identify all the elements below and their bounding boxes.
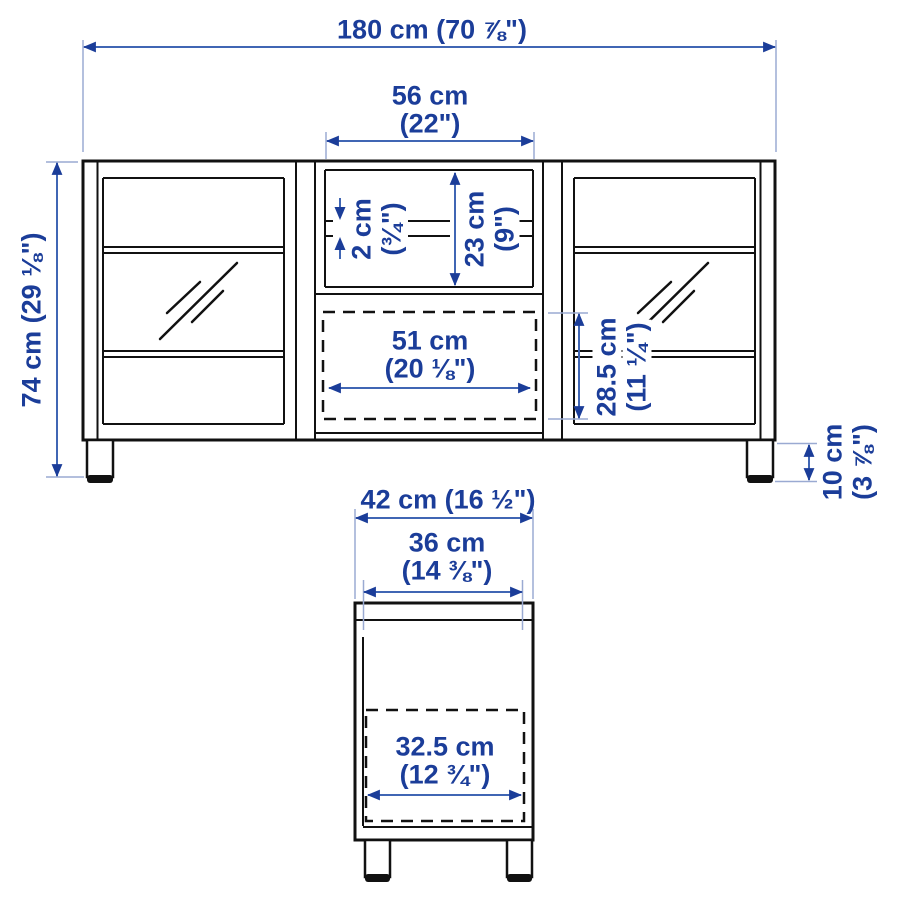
label-shelf-thickness-in: (¾") (378, 199, 407, 258)
label-shelf-height-in: (9") (491, 203, 520, 255)
label-overall-height: 74 cm (29 ⅛") (16, 232, 47, 408)
label-leg-height-in: (3 ⅞") (847, 424, 878, 500)
label-drawer-depth-in: (12 ¾") (399, 759, 491, 790)
label-overall-depth: 42 cm (16 ½") (360, 484, 536, 515)
label-inner-depth-in: (14 ⅜") (401, 555, 493, 586)
label-inner-depth-cm: 36 cm (408, 527, 486, 558)
label-shelf-height-cm: 23 cm (461, 188, 490, 271)
dimension-arrows (57, 47, 809, 795)
front-legs (87, 440, 773, 483)
shelf-thickness-marker (335, 198, 346, 259)
label-drawer-width-cm: 51 cm (391, 325, 469, 356)
label-shelf-thickness-cm: 2 cm (348, 195, 377, 263)
label-drawer-depth-cm: 32.5 cm (395, 731, 495, 762)
label-center-width-cm: 56 cm (391, 80, 469, 111)
label-drawer-height-in: (11 ¼") (623, 319, 652, 414)
side-view-outline (355, 603, 533, 840)
label-drawer-width-in: (20 ⅛") (384, 353, 476, 384)
left-door (103, 178, 284, 424)
label-drawer-height-cm: 28.5 cm (593, 314, 622, 419)
label-overall-width: 180 cm (70 ⅞") (337, 14, 527, 45)
label-center-width-in: (22") (399, 108, 461, 139)
label-leg-height-cm: 10 cm (817, 423, 848, 501)
side-legs (365, 840, 532, 882)
